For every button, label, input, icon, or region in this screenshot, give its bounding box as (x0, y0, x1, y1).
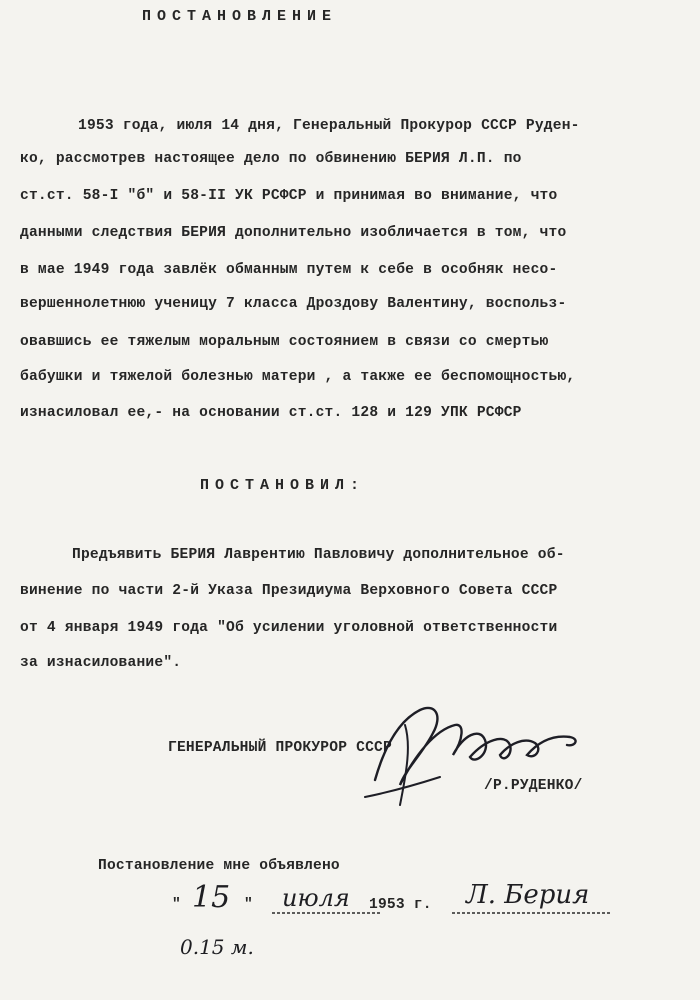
prosecutor-signature (345, 685, 605, 815)
body-line: данными следствия БЕРИЯ дополнительно изобличается в том, что (20, 225, 567, 241)
month-underline (272, 910, 382, 916)
accused-signature: Л. Берия (466, 880, 590, 910)
date-quote-close: " (244, 897, 253, 913)
body-line: 1953 года, июля 14 дня, Генеральный Прокурор СССР Руден- (78, 118, 580, 134)
decision-line: от 4 января 1949 года "Об усилении уголовной ответственности (20, 620, 558, 636)
decision-line: Предъявить БЕРИЯ Лаврентию Павловичу дополнительное об- (72, 547, 565, 563)
body-line: вершеннолетнюю ученицу 7 класса Дроздову Валентину, воспольз- (20, 296, 567, 312)
signature-underline (452, 910, 612, 916)
notice-text: Постановление мне объявлено (98, 858, 340, 874)
date-day: 15 (192, 880, 231, 915)
body-line: в мае 1949 года завлёк обманным путем к себе в особняк несо- (20, 262, 558, 278)
decision-line: винение по части 2-й Указа Президиума Верховного Совета СССР (20, 583, 558, 599)
document-heading: ПОСТАНОВЛЕНИЕ (142, 8, 338, 25)
decision-heading: ПОСТАНОВИЛ: (200, 477, 366, 494)
body-line: овавшись ее тяжелым моральным состоянием в связи со смертью (20, 334, 549, 350)
body-line: изнасиловал ее,- на основании ст.ст. 128 и 129 УПК РСФСР (20, 405, 522, 421)
decision-line: за изнасилование". (20, 655, 182, 671)
signatory-name: /Р.РУДЕНКО/ (484, 778, 583, 794)
body-line: ко, рассмотрев настоящее дело по обвинению БЕРИЯ Л.П. по (20, 151, 522, 167)
notice-time: 0.15 м. (180, 935, 254, 959)
date-quote-open: " (172, 897, 181, 913)
signatory-title: ГЕНЕРАЛЬНЫЙ ПРОКУРОР СССР (168, 740, 392, 756)
body-line: ст.ст. 58-I "б" и 58-II УК РСФСР и принимая во внимание, что (20, 188, 558, 204)
date-month: июля (282, 884, 350, 912)
date-year: 1953 г. (369, 897, 432, 913)
body-line: бабушки и тяжелой болезнью матери , а также ее беспомощностью, (20, 369, 576, 385)
